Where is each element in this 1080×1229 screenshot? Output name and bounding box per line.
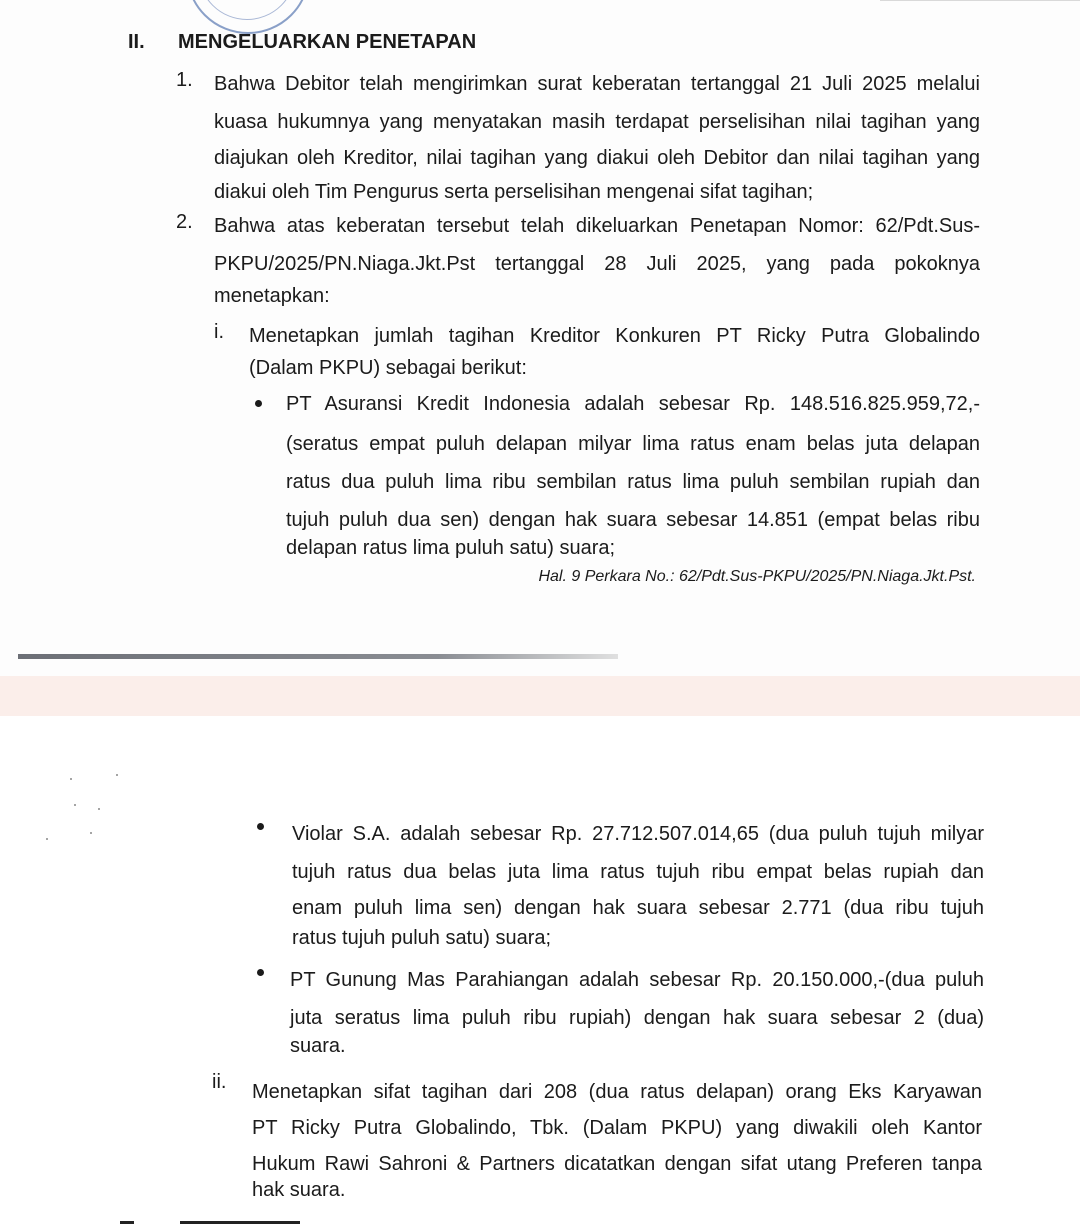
item-2-line: Bahwa atas keberatan tersebut telah dikeluarkan Penetapan Nomor: 62/Pdt.Sus- [214, 215, 980, 237]
bullet-1-line: delapan ratus lima puluh satu) suara; [286, 537, 616, 559]
sub-i-line: (Dalam PKPU) sebagai berikut: [249, 357, 527, 379]
bullet-3-line: PT Gunung Mas Parahiangan adalah sebesar Rp. 20.150.000,-(dua puluh [290, 969, 984, 991]
item-1-line: diajukan oleh Kreditor, nilai tagihan yang diakui oleh Debitor dan nilai tagihan yang [214, 147, 980, 169]
page-bottom-rule [18, 654, 618, 659]
sub-ii-line: Hukum Rawi Sahroni & Partners dicatatkan dengan sifat utang Preferen tanpa [252, 1153, 982, 1175]
top-edge-line [880, 0, 1080, 1]
sub-ii-line: PT Ricky Putra Globalindo, Tbk. (Dalam PKPU) yang diwakili oleh Kantor [252, 1117, 982, 1139]
bullet-marker [257, 969, 264, 976]
item-1-line: kuasa hukumnya yang menyatakan masih terdapat perselisihan nilai tagihan yang [214, 111, 980, 133]
bullet-2-line: ratus tujuh puluh satu) suara; [292, 927, 552, 949]
item-2-line: PKPU/2025/PN.Niaga.Jkt.Pst tertanggal 28 Juli 2025, yang pada pokoknya [214, 253, 980, 275]
bullet-2-line: Violar S.A. adalah sebesar Rp. 27.712.507.014,65 (dua puluh tujuh milyar [292, 823, 984, 845]
bullet-1-line: PT Asuransi Kredit Indonesia adalah sebesar Rp. 148.516.825.959,72,- [286, 393, 980, 415]
item-2-number: 2. [176, 211, 193, 233]
bullet-1-line: (seratus empat puluh delapan milyar lima ratus enam belas juta delapan [286, 433, 980, 455]
bullet-1-line: tujuh puluh dua sen) dengan hak suara sebesar 14.851 (empat belas ribu [286, 509, 980, 531]
bullet-3-line: suara. [290, 1035, 346, 1057]
item-2-line: menetapkan: [214, 285, 330, 307]
bullet-2-line: enam puluh lima sen) dengan hak suara sebesar 2.771 (dua ribu tujuh [292, 897, 984, 919]
sub-ii-line: Menetapkan sifat tagihan dari 208 (dua ratus delapan) orang Eks Karyawan [252, 1081, 982, 1103]
scan-speck [74, 804, 76, 806]
page-gap [0, 676, 1080, 716]
bullet-1-line: ratus dua puluh lima ribu sembilan ratus lima puluh sembilan rupiah dan [286, 471, 980, 493]
sub-i-number: i. [214, 321, 224, 343]
item-1-line: Bahwa Debitor telah mengirimkan surat keberatan tertanggal 21 Juli 2025 melalui [214, 73, 980, 95]
item-1-number: 1. [176, 69, 193, 91]
document-page-2 [0, 716, 1080, 1216]
section-heading: MENGELUARKAN PENETAPAN [178, 31, 477, 53]
item-1-line: diakui oleh Tim Pengurus serta perselisihan mengenai sifat tagihan; [214, 181, 814, 203]
bullet-marker [257, 823, 264, 830]
section-number: II. [128, 31, 145, 53]
scan-speck [46, 838, 48, 840]
bullet-2-line: tujuh ratus dua belas juta lima ratus tujuh ribu empat belas rupiah dan [292, 861, 984, 883]
bullet-marker [255, 400, 262, 407]
cut-off-next-line [120, 1211, 306, 1216]
scan-speck [98, 808, 100, 810]
sub-ii-line: hak suara. [252, 1179, 346, 1201]
bullet-3-line: juta seratus lima puluh ribu rupiah) dengan hak suara sebesar 2 (dua) [290, 1007, 984, 1029]
scan-speck [70, 778, 72, 780]
sub-ii-number: ii. [212, 1071, 227, 1093]
scan-speck [90, 832, 92, 834]
scan-speck [116, 774, 118, 776]
page-footer: Hal. 9 Perkara No.: 62/Pdt.Sus-PKPU/2025/PN.Niaga.Jkt.Pst. [538, 568, 976, 585]
sub-i-line: Menetapkan jumlah tagihan Kreditor Konkuren PT Ricky Putra Globalindo [249, 325, 980, 347]
